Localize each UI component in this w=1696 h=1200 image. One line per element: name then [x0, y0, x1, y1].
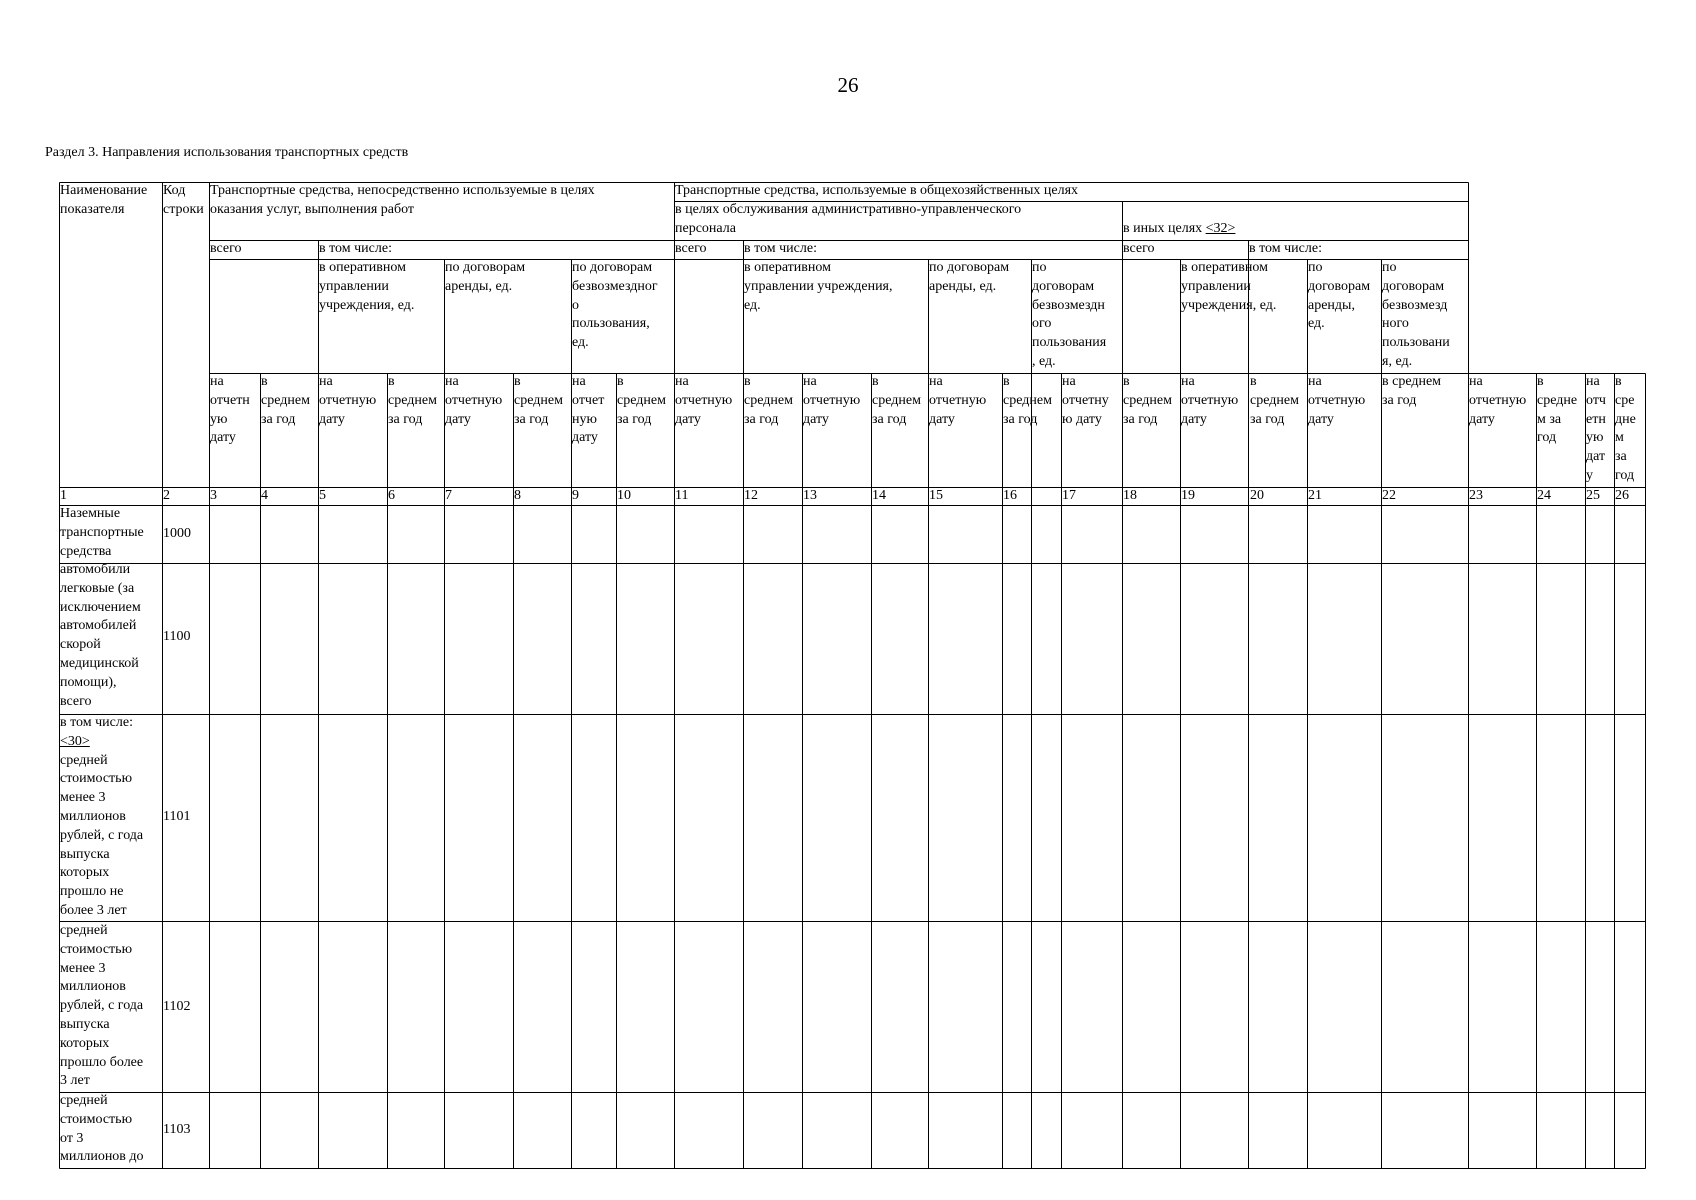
section-title: Раздел 3. Направления использования транспортных средств — [45, 145, 409, 160]
period-label-col-14: в среднем за год — [872, 374, 921, 427]
column-number-2: 2 — [163, 488, 170, 503]
column-number-19: 19 — [1181, 488, 1195, 503]
column-number-21: 21 — [1308, 488, 1322, 503]
row-code-1100: 1100 — [163, 628, 191, 644]
footnote-ref-30[interactable]: <30> — [60, 733, 90, 749]
row-including-label: в том числе: — [60, 715, 133, 730]
period-label-col-15: на отчетную дату — [929, 374, 987, 427]
column-number-24: 24 — [1537, 488, 1551, 503]
period-label-col-13: на отчетную дату — [803, 374, 861, 427]
column-number-7: 7 — [445, 488, 452, 503]
header-free-use-other: по договорам безвозмезд ного пользовани я, ед. — [1382, 260, 1450, 369]
column-number-17: 17 — [1062, 488, 1076, 503]
header-op-mgmt-admin: в оперативном управлении учреждения, ед. — [744, 260, 893, 313]
column-number-13: 13 — [803, 488, 817, 503]
page-number: 26 — [837, 73, 859, 97]
header-free-use-direct: по договорам безвозмездног о пользования, ед. — [572, 260, 658, 351]
period-label-col-22: в среднем за год — [1382, 374, 1442, 408]
header-lease-admin: по договорам аренды, ед. — [929, 260, 1010, 294]
period-label-col-11: на отчетную дату — [675, 374, 733, 427]
header-total-direct: всего — [210, 241, 242, 256]
period-label-col-4: в среднем за год — [261, 374, 310, 427]
row-name-1000: Наземные транспортные средства — [60, 506, 144, 559]
period-label-col-21: на отчетную дату — [1308, 374, 1366, 427]
footnote-ref-32[interactable]: <32> — [1205, 220, 1236, 236]
period-label-col-25: на отч етн ую дат у — [1586, 374, 1606, 483]
row-name-1103: средней стоимостью от 3 миллионов до — [60, 1093, 144, 1165]
row-name-1101 — [59, 714, 160, 920]
column-number-18: 18 — [1123, 488, 1137, 503]
column-number-9: 9 — [572, 488, 579, 503]
period-label-col-10: в среднем за год — [617, 374, 666, 427]
period-label-col-20: в среднем за год — [1250, 374, 1299, 427]
period-label-col-23: на отчетную дату — [1469, 374, 1527, 427]
row-code-1101: 1101 — [163, 808, 191, 824]
period-label-col-3: на отчетн ую дату — [210, 374, 250, 446]
column-number-8: 8 — [514, 488, 521, 503]
period-label-col-18: в среднем за год — [1123, 374, 1172, 427]
header-name-column: Наименование показателя — [60, 183, 148, 217]
column-number-6: 6 — [388, 488, 395, 503]
header-sub-other — [1122, 201, 1463, 236]
period-label-col-19: на отчетную дату — [1181, 374, 1239, 427]
period-label-col-7: на отчетную дату — [445, 374, 503, 427]
header-group-direct: Транспортные средства, непосредственно используемые в целях оказания услуг, выполнения работ — [210, 183, 595, 217]
period-label-col-8: в среднем за год — [514, 374, 563, 427]
header-op-mgmt-direct: в оперативном управлении учреждения, ед. — [319, 260, 415, 313]
column-number-26: 26 — [1615, 488, 1629, 503]
column-number-1: 1 — [60, 488, 67, 503]
column-number-14: 14 — [872, 488, 886, 503]
period-label-col-17: на отчетну ю дату — [1062, 374, 1109, 427]
row-code-1000: 1000 — [163, 525, 191, 541]
header-code-column: Код строки — [163, 183, 204, 217]
header-lease-direct: по договорам аренды, ед. — [445, 260, 526, 294]
column-number-15: 15 — [929, 488, 943, 503]
column-number-22: 22 — [1382, 488, 1396, 503]
row-name-1100: автомобили легковые (за исключением автомобилей скорой медицинской помощи), всего — [60, 562, 141, 709]
row-name-1102: средней стоимостью менее 3 миллионов рублей, с года выпуска которых прошло более 3 лет — [60, 923, 144, 1089]
header-including-admin: в том числе: — [744, 241, 817, 256]
header-including-other: в том числе: — [1249, 241, 1322, 256]
period-label-col-12: в среднем за год — [744, 374, 793, 427]
column-number-12: 12 — [744, 488, 758, 503]
column-number-10: 10 — [617, 488, 631, 503]
period-label-col-26: в сре дне м за год — [1615, 374, 1636, 483]
header-group-general: Транспортные средства, используемые в общехозяйственных целях — [675, 183, 1079, 198]
period-label-col-6: в среднем за год — [388, 374, 437, 427]
column-number-11: 11 — [675, 488, 689, 503]
header-free-use-admin: по договорам безвозмездн ого пользования , ед. — [1032, 260, 1107, 369]
period-label-col-5: на отчетную дату — [319, 374, 377, 427]
column-number-5: 5 — [319, 488, 326, 503]
column-number-25: 25 — [1586, 488, 1600, 503]
header-lease-other: по договорам аренды, ед. — [1308, 260, 1371, 332]
column-number-4: 4 — [261, 488, 268, 503]
row-code-1102: 1102 — [163, 998, 191, 1014]
header-including-direct: в том числе: — [319, 241, 392, 256]
period-label-col-9: на отчет ную дату — [572, 374, 605, 446]
column-number-20: 20 — [1250, 488, 1264, 503]
period-label-col-24: в средне м за год — [1537, 374, 1578, 446]
row-code-1103: 1103 — [163, 1121, 191, 1137]
row-name-1101-text: средней стоимостью менее 3 миллионов рублей, с года выпуска которых прошло не более 3 лет — [60, 752, 144, 918]
header-sub-other-label: в иных целях — [1123, 220, 1206, 236]
column-number-3: 3 — [210, 488, 217, 503]
header-total-admin: всего — [675, 241, 707, 256]
header-sub-admin: в целях обслуживания административно-управленческого персонала — [675, 202, 1022, 236]
header-total-other: всего — [1123, 241, 1155, 256]
column-number-16: 16 — [1003, 488, 1017, 503]
period-label-col-16: в среднем за год — [1003, 374, 1052, 427]
header-op-mgmt-other: в оперативном управлении учреждения, ед. — [1181, 260, 1277, 313]
column-number-23: 23 — [1469, 488, 1483, 503]
